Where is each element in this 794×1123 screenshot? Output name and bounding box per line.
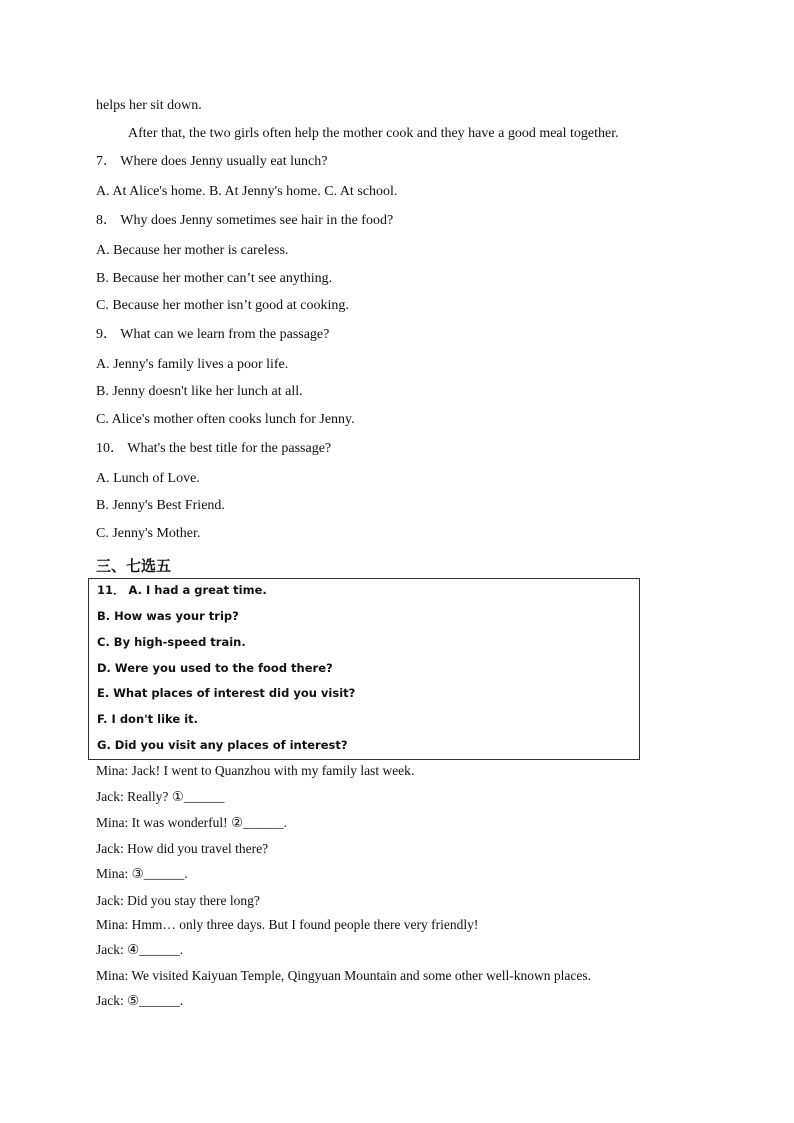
dialogue-line: Mina: ③______.	[96, 866, 188, 881]
section-title: 三、七选五	[96, 557, 172, 575]
question-stem: 8． Why does Jenny sometimes see hair in the food?	[96, 213, 394, 228]
passage-line: After that, the two girls often help the mother cook and they have a good meal together.	[128, 126, 619, 141]
answer-option: B. Jenny's Best Friend.	[96, 498, 225, 513]
box-option: C. By high-speed train.	[97, 635, 246, 649]
question-stem: 9． What can we learn from the passage?	[96, 327, 330, 342]
box-option: F. I don't like it.	[97, 712, 198, 726]
dialogue-line: Jack: Really? ①______	[96, 789, 225, 804]
answer-option: A. Lunch of Love.	[96, 471, 200, 486]
options-box	[88, 578, 640, 760]
box-option: B. How was your trip?	[97, 609, 239, 623]
box-option: E. What places of interest did you visit?	[97, 686, 356, 700]
dialogue-line: Jack: ④______.	[96, 942, 184, 957]
question-stem: 10． What's the best title for the passage?	[96, 441, 332, 456]
answer-option: A. Because her mother is careless.	[96, 243, 289, 258]
box-option: D. Were you used to the food there?	[97, 661, 333, 675]
question-stem: 7． Where does Jenny usually eat lunch?	[96, 154, 328, 169]
answer-option: B. Jenny doesn't like her lunch at all.	[96, 384, 303, 399]
box-option: 11． A. I had a great time.	[97, 583, 267, 597]
dialogue-line: Mina: Hmm… only three days. But I found people there very friendly!	[96, 917, 479, 932]
dialogue-line: Mina: Jack! I went to Quanzhou with my family last week.	[96, 763, 415, 778]
answer-option: C. Alice's mother often cooks lunch for Jenny.	[96, 412, 355, 427]
answer-option: A. At Alice's home. B. At Jenny's home. C. At school.	[96, 184, 398, 199]
dialogue-line: Jack: ⑤______.	[96, 993, 184, 1008]
dialogue-line: Jack: Did you stay there long?	[96, 893, 260, 908]
answer-option: B. Because her mother can’t see anything.	[96, 271, 333, 286]
passage-line: helps her sit down.	[96, 98, 202, 113]
answer-option: A. Jenny's family lives a poor life.	[96, 357, 289, 372]
dialogue-line: Mina: It was wonderful! ②______.	[96, 815, 287, 830]
answer-option: C. Jenny's Mother.	[96, 526, 201, 541]
dialogue-line: Jack: How did you travel there?	[96, 841, 269, 856]
box-option: G. Did you visit any places of interest?	[97, 738, 348, 752]
dialogue-line: Mina: We visited Kaiyuan Temple, Qingyuan Mountain and some other well-known places.	[96, 968, 591, 983]
answer-option: C. Because her mother isn’t good at cooking.	[96, 298, 349, 313]
